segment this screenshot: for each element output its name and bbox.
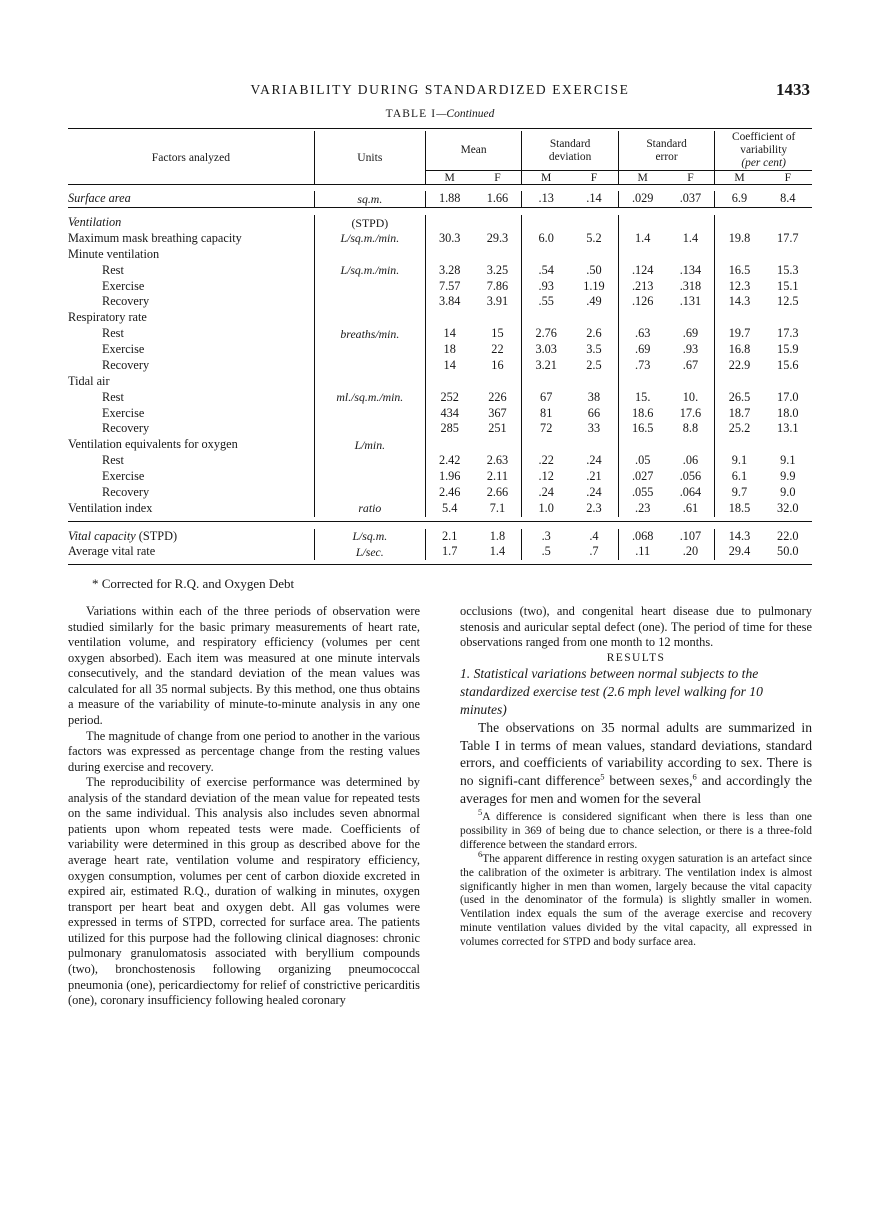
row-units: (STPD) [314,215,425,231]
row-sd-m: 3.03 [522,342,570,358]
paragraph [460,719,812,807]
row-factor: Vital capacity (STPD) [68,528,178,543]
row-sd-f: .24 [586,453,602,468]
table-header-row [68,131,812,171]
page-number: 1433 [776,80,810,99]
row-cv-f: 15.3 [777,262,799,277]
table-row [68,326,812,342]
row-units: L/min. [314,437,425,453]
row-mean-f: 15 [491,326,504,341]
subheader-se-f: F [667,171,715,185]
paragraph: occlusions (two), and congenital heart disease due to pulmonary stenosis and auricular septal defect (one). The period of time for these observations ranged from one month to 12 months. [460,604,812,650]
row-sd-m: .22 [522,453,570,469]
row-mean-m: 14 [425,358,473,374]
subheader-cv-m: M [715,171,764,185]
footnote-ref-5: 5 [600,771,605,782]
paragraph: The reproducibility of exercise performance was determined by analysis of the standard deviation of the mean value for repeated tests on the same individual. This analysis also includes seven abnormal patients upon whom repeated tests were made. Coefficients of variability were determined in this group as described above for the average heart rate, ventilation volume and respiratory efficiency, oxygen consumption, volumes per cent of carbon dioxide excreted in expired air, estimated R.Q., duration of walking in minutes, oxygen transport per heart beat and oxygen debt. All gas volumes were expressed in terms of STPD, corrected for surface area. The patients utilized for this purpose had the following clinical diagnoses: chronic pulmonary granulomatosis associated with beryllium compounds (two), bronchostenosis following organizing pneumococcal pneumonia (one), pericardiectomy for relief of constrictive pericarditis (one), coronary insufficiency following healed coronary [68,775,420,1008]
row-mean-m: 18 [425,342,473,358]
row-sd-m: .12 [522,469,570,485]
table-row [68,390,812,406]
row-sd-f: .4 [589,528,599,543]
row-mean-m: 7.57 [425,279,473,295]
row-mean-m: 252 [425,390,473,406]
row-cv-m: 25.2 [715,421,764,437]
table-row [68,342,812,358]
header-standard-error [618,131,715,171]
body-columns [68,604,812,1174]
row-sd-m: 1.0 [522,501,570,517]
row-se-m: 15. [618,390,666,406]
subsection-heading: 1. Statistical variations between normal subjects to the standardized exercise test (2.6 mph level walking for 10 minutes) [460,666,763,717]
header-units: Units [314,131,425,185]
row-se-m: .23 [618,501,666,517]
row-se-f: 10. [682,389,699,404]
table-caption-continued: —Continued [436,108,495,120]
row-sd-f: .7 [589,544,599,559]
row-sd-m: .5 [522,544,570,560]
row-cv-m: 14.3 [715,529,764,545]
section-heading-results: RESULTS [606,651,666,664]
subheader-cv-f: F [764,171,812,185]
row-sd-f: .50 [586,262,602,277]
row-se-f: .06 [682,453,699,468]
row-sd-f: 33 [587,421,601,436]
row-mean-f: 1.8 [489,528,506,543]
row-cv-m: 12.3 [715,279,764,295]
row-cv-m: 9.7 [715,485,764,501]
row-cv-m: 6.1 [715,469,764,485]
row-mean-f: 3.91 [486,294,509,309]
row-factor: Recovery [102,294,150,309]
row-se-f: 1.4 [682,231,699,246]
footnote-6-text: The apparent difference in resting oxygen saturation is an artefact since the calibration of the oximeter is arbitrary. The ventilation index is almost significantly higher in men than women, largely because the vital capacity (used in the denominator of the formula) is slightly smaller in women. Ventilation index equals the sum of the average exercise and recovery minute ventilation values divided by the vital capacity, all expressed in volumes corrected for STPD and body surface area. [460,852,812,948]
row-se-m: 18.6 [618,406,666,422]
table-row [68,453,812,469]
table-caption [0,108,880,120]
row-mean-f: 1.66 [486,191,509,206]
row-units: ratio [314,501,425,517]
row-se-f: .20 [682,544,699,559]
row-mean-m: 2.1 [425,529,473,545]
row-mean-m: 30.3 [425,231,473,247]
row-sd-f: .21 [586,468,602,483]
row-se-f: .064 [679,484,702,499]
paragraph-part-b2: between sexes, [604,772,693,788]
row-mean-f: 7.1 [489,500,506,515]
row-mean-m: 434 [425,406,473,422]
header-factors: Factors analyzed [68,131,314,185]
row-factor: Rest [102,389,124,404]
table-row [68,501,812,517]
row-factor: Rest [102,453,124,468]
row-sd-m: 67 [522,390,570,406]
row-se-f: .107 [679,528,702,543]
row-mean-f: 16 [491,357,504,372]
row-sd-m: .13 [522,191,570,207]
table-row [68,294,812,310]
paragraph: Variations within each of the three periods of observation were studied similarly for the basic primary measurements of heart rate, ventilation volume, and respiratory efficiency (volumes per cent oxygen absorbed). Each item was measured at one minute intervals consecutively, and the standard deviation of the mean values was calculated for all 35 normal subjects. By this method, one thus obtains a measure of the variability of minute-to-minute analysis in any one period. [68,604,420,727]
row-sd-f: 2.5 [586,357,602,372]
header-standard-deviation [522,131,619,171]
table-row [68,231,812,247]
row-factor: Exercise [102,468,145,483]
row-sd-m: .3 [522,529,570,545]
row-factor: Minute ventilation [68,246,160,261]
footnote-6 [460,849,812,950]
table-row [68,437,812,453]
row-mean-m: 2.46 [425,485,473,501]
row-factor: Tidal air [68,373,110,388]
row-sd-f: 5.2 [586,231,602,246]
table-footnote: * Corrected for R.Q. and Oxygen Debt [92,576,295,591]
row-se-f: .318 [679,278,702,293]
footnote-5-text: A difference is considered significant when there is less than one possibility in 369 of being due to chance selection, or there is a three-fold difference between the standard errors. [460,811,812,851]
row-sd-m: 81 [522,406,570,422]
row-cv-f: 9.0 [780,484,796,499]
table-row [68,406,812,422]
row-sd-f: 38 [587,389,601,404]
row-se-m: .126 [618,294,666,310]
header-se-line1: Standard [646,137,687,150]
paragraph-part-a: The observations on 35 normal adults are summarized in Table I in terms of mean values, standard deviations, standard errors, and coefficients of variability according to sex. There is no signifi- [460,719,812,788]
row-cv-m: 19.8 [715,231,764,247]
row-units: L/sq.m. [314,529,425,545]
table-row [68,374,812,390]
row-cv-f: 15.6 [777,357,799,372]
row-factor: Ventilation [68,215,122,230]
row-mean-m: 2.42 [425,453,473,469]
paragraph-part-b3: and accordingly the averages for men and women for the several [460,772,812,806]
row-se-m: 1.4 [618,231,666,247]
row-units: L/sec. [314,544,425,560]
row-factor: Ventilation equivalents for oxygen [68,437,238,452]
row-units: sq.m. [314,191,425,207]
paragraph-part-b: cant difference [517,772,601,788]
row-units: L/sq.m./min. [314,263,425,279]
row-cv-m: 6.9 [715,191,764,207]
row-factor: Rest [102,326,124,341]
row-se-m: .73 [618,358,666,374]
row-cv-m: 16.5 [715,263,764,279]
row-sd-f: 1.19 [583,278,605,293]
row-se-m: .69 [618,342,666,358]
row-cv-f: 12.5 [777,294,799,309]
row-cv-f: 32.0 [777,500,799,515]
table-row [68,263,812,279]
row-cv-m: 26.5 [715,390,764,406]
body-column-right [460,604,812,950]
row-sd-f: 3.5 [586,342,602,357]
row-mean-m: 3.28 [425,263,473,279]
row-se-m: .029 [618,191,666,207]
table-row [68,529,812,545]
table-row [68,544,812,560]
header-se-line2: error [655,150,678,163]
row-cv-m: 9.1 [715,453,764,469]
row-sd-m: 72 [522,421,570,437]
row-se-m: .027 [618,469,666,485]
row-cv-m: 19.7 [715,326,764,342]
row-sd-f: 2.3 [586,500,602,515]
header-cv-line3: (per cent) [741,157,786,170]
table-row [68,215,812,231]
row-mean-f: 29.3 [486,231,509,246]
paragraph: The magnitude of change from one period to another in the various factors was expressed as percentage change from the resting values during exercise and recovery. [68,728,420,774]
row-mean-m: 1.7 [425,544,473,560]
row-factor: Surface area [68,191,131,206]
row-factor: Recovery [102,357,150,372]
row-cv-f: 50.0 [777,544,799,559]
header-sd-line2: deviation [548,150,592,163]
row-sd-f: .49 [586,294,602,309]
row-factor: Respiratory rate [68,310,147,325]
row-se-f: .134 [679,262,702,277]
body-column-left [68,604,420,1009]
row-se-f: .61 [682,500,699,515]
footnote-ref-6: 6 [692,771,697,782]
row-sd-m: .54 [522,263,570,279]
table-row [68,279,812,295]
footnote-marker-5: 5 [478,807,483,818]
row-cv-f: 22.0 [777,528,799,543]
row-se-m: 16.5 [618,421,666,437]
row-se-m: .068 [618,529,666,545]
row-sd-f: 66 [587,405,601,420]
row-mean-m: 5.4 [425,501,473,517]
row-units: breaths/min. [314,326,425,342]
row-cv-f: 17.7 [777,231,799,246]
row-factor: Exercise [102,278,145,293]
row-se-m: .055 [618,485,666,501]
row-factor: Exercise [102,405,145,420]
row-mean-m: 3.84 [425,294,473,310]
row-se-f: .056 [679,468,702,483]
subheader-sd-m: M [522,171,570,185]
row-cv-f: 9.9 [780,468,796,483]
row-cv-f: 8.4 [780,191,796,206]
row-sd-f: 2.6 [586,326,602,341]
header-mean: Mean [425,131,522,171]
row-se-f: .67 [682,357,699,372]
row-se-f: .037 [679,191,702,206]
subheader-se-m: M [618,171,666,185]
row-factor: Average vital rate [68,544,156,559]
row-factor: Recovery [102,421,150,436]
row-mean-f: 3.25 [486,262,509,277]
subheader-sd-f: F [570,171,618,185]
row-mean-m: 1.96 [425,469,473,485]
row-mean-f: 7.86 [486,278,509,293]
row-cv-f: 15.1 [777,278,799,293]
row-cv-f: 15.9 [777,342,799,357]
data-table [68,128,812,567]
row-cv-m: 29.4 [715,544,764,560]
table-row [68,310,812,326]
row-factor: Ventilation index [68,500,153,515]
row-mean-f: 251 [488,421,507,436]
row-cv-f: 13.1 [777,421,799,436]
row-cv-f: 18.0 [777,405,799,420]
row-cv-m: 18.5 [715,501,764,517]
row-factor: Maximum mask breathing capacity [68,231,242,246]
subheader-mean-f: F [474,171,522,185]
row-mean-f: 226 [488,389,507,404]
row-mean-f: 1.4 [489,544,506,559]
subheader-mean-m: M [425,171,473,185]
row-cv-f: 17.3 [777,326,799,341]
row-sd-m: 2.76 [522,326,570,342]
row-sd-f: .14 [586,191,602,206]
row-cv-m: 16.8 [715,342,764,358]
row-factor: Exercise [102,342,145,357]
running-head-title: VARIABILITY DURING STANDARDIZED EXERCISE [250,82,630,97]
table-row [68,247,812,263]
row-se-m: .124 [618,263,666,279]
row-sd-f: .24 [586,484,602,499]
header-coefficient-variability [715,131,812,171]
row-factor: Rest [102,262,124,277]
row-sd-m: 3.21 [522,358,570,374]
row-se-f: 8.8 [682,421,699,436]
row-sd-m: .93 [522,279,570,295]
table-row [68,358,812,374]
table-row [68,191,812,207]
row-mean-f: 367 [488,405,507,420]
row-mean-m: 285 [425,421,473,437]
row-units: ml./sq.m./min. [314,390,425,406]
row-se-f: .131 [679,294,702,309]
row-sd-m: .24 [522,485,570,501]
footnote-5 [460,807,812,853]
row-cv-m: 18.7 [715,406,764,422]
row-cv-f: 17.0 [777,389,799,404]
table-row [68,469,812,485]
row-mean-m: 14 [425,326,473,342]
row-se-f: .93 [682,342,699,357]
table-caption-label: TABLE I [385,108,437,120]
row-se-m: .63 [618,326,666,342]
row-cv-f: 9.1 [780,453,796,468]
row-factor: Recovery [102,484,150,499]
header-sd-line1: Standard [549,137,591,150]
row-mean-f: 2.63 [486,453,509,468]
row-sd-m: .55 [522,294,570,310]
row-se-m: .213 [618,279,666,295]
row-mean-f: 2.66 [486,484,509,499]
row-se-f: 17.6 [679,405,702,420]
row-se-f: .69 [682,326,699,341]
row-se-m: .05 [618,453,666,469]
row-cv-m: 14.3 [715,294,764,310]
row-se-m: .11 [618,544,666,560]
row-mean-f: 22 [491,342,504,357]
table-row [68,485,812,501]
header-cv-line2: variability [740,144,788,157]
row-mean-f: 2.11 [486,468,508,483]
table-row [68,421,812,437]
running-head [70,82,810,98]
row-mean-m: 1.88 [425,191,473,207]
footnote-marker-6: 6 [478,849,483,860]
header-cv-line1: Coefficient of [731,131,796,143]
row-units: L/sq.m./min. [314,231,425,247]
row-sd-m: 6.0 [522,231,570,247]
row-cv-m: 22.9 [715,358,764,374]
